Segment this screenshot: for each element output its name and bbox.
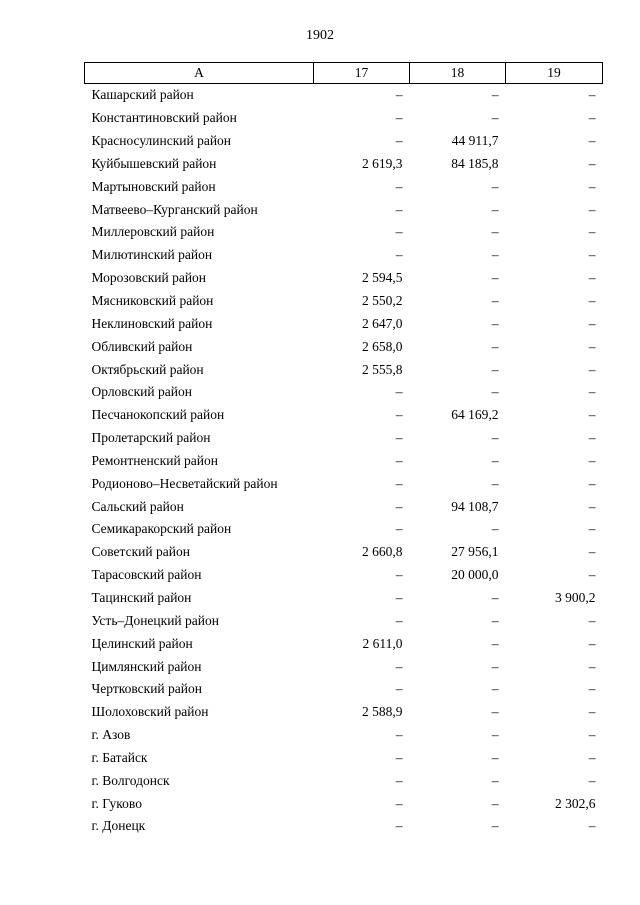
table-row (85, 312, 603, 335)
header-cell-name: А (85, 63, 314, 84)
table-row (85, 290, 603, 313)
header-cell-18: 18 (410, 63, 506, 84)
value-col-17: – (395, 178, 403, 194)
row-name-cell: Орловский район (91, 384, 192, 400)
value-col-17: 2 658,0 (362, 338, 403, 354)
value-col-19: – (588, 681, 596, 697)
value-col-17: – (395, 110, 403, 126)
row-name-cell: Октябрьский район (91, 361, 204, 377)
table-row (85, 541, 603, 564)
value-col-19: – (588, 452, 596, 468)
row-name-cell: г. Волгодонск (91, 772, 170, 788)
row-name-cell: Сальский район (91, 498, 184, 514)
row-name-cell: Чертковский район (91, 681, 202, 697)
value-col-17: – (395, 612, 403, 628)
table-row (85, 450, 603, 473)
value-col-17: – (395, 384, 403, 400)
value-col-17: 2 611,0 (362, 635, 403, 651)
row-name-cell: Тацинский район (91, 589, 192, 605)
row-name-cell: Мартыновский район (91, 178, 216, 194)
table-row (85, 84, 603, 107)
value-col-17: – (395, 772, 403, 788)
value-col-17: – (395, 224, 403, 240)
row-name-cell: Мясниковский район (91, 293, 214, 309)
table-row (85, 587, 603, 610)
row-name-cell: Песчанокопский район (91, 407, 225, 423)
value-col-19: – (588, 818, 596, 834)
row-name-cell: Пролетарский район (91, 430, 211, 446)
row-name-cell: г. Гуково (91, 795, 142, 811)
value-col-17: 2 594,5 (362, 270, 403, 286)
value-col-18: 94 108,7 (451, 498, 499, 514)
value-col-17: – (395, 407, 403, 423)
value-col-19: – (588, 704, 596, 720)
value-col-17: 2 647,0 (362, 315, 403, 331)
table-row (85, 724, 603, 747)
row-name-cell: Цимлянский район (91, 658, 202, 674)
row-name-cell: Морозовский район (91, 270, 207, 286)
table-row (85, 518, 603, 541)
row-name-cell: Миллеровский район (91, 224, 215, 240)
table-row (85, 153, 603, 176)
row-name-cell: Ремонтненский район (91, 452, 218, 468)
row-name-cell: Милютинский район (91, 247, 213, 263)
row-name-cell: Кашарский район (91, 87, 194, 103)
value-col-18: – (491, 315, 499, 331)
value-col-17: 2 660,8 (362, 544, 403, 560)
table-row (85, 244, 603, 267)
header-row (85, 63, 603, 84)
value-col-19: – (588, 315, 596, 331)
value-col-18: – (491, 338, 499, 354)
value-col-19: – (588, 475, 596, 491)
value-col-18: – (491, 681, 499, 697)
value-col-18: – (491, 727, 499, 743)
table-row (85, 609, 603, 632)
table-row (85, 335, 603, 358)
value-col-18: – (491, 452, 499, 468)
value-col-19: – (588, 772, 596, 788)
value-col-19: – (588, 201, 596, 217)
value-col-19: – (588, 384, 596, 400)
row-name-cell: Обливский район (91, 338, 193, 354)
value-col-19: 2 302,6 (555, 795, 596, 811)
value-col-18: – (491, 270, 499, 286)
value-col-19: – (588, 567, 596, 583)
value-col-17: 2 588,9 (362, 704, 403, 720)
row-name-cell: Семикаракорский район (91, 521, 232, 537)
table-row (85, 769, 603, 792)
row-name-cell: Красносулинский район (91, 133, 232, 149)
table-row (85, 175, 603, 198)
value-col-17: 2 555,8 (362, 361, 403, 377)
row-name-cell: Матвеево–Курганский район (91, 201, 258, 217)
table-row (85, 427, 603, 450)
value-col-17: – (395, 87, 403, 103)
value-col-18: 84 185,8 (451, 155, 499, 171)
value-col-18: – (491, 704, 499, 720)
value-col-19: – (588, 612, 596, 628)
value-col-19: – (588, 224, 596, 240)
value-col-18: – (491, 384, 499, 400)
value-col-19: – (588, 87, 596, 103)
value-col-18: 20 000,0 (451, 567, 499, 583)
value-col-18: – (491, 110, 499, 126)
value-col-19: – (588, 749, 596, 765)
value-col-18: – (491, 87, 499, 103)
row-name-cell: Усть–Донецкий район (91, 612, 219, 628)
value-col-17: 2 550,2 (362, 293, 403, 309)
value-col-18: – (491, 475, 499, 491)
row-name-cell: Константиновский район (91, 110, 237, 126)
table-row (85, 130, 603, 153)
value-col-19: – (588, 270, 596, 286)
value-col-18: – (491, 612, 499, 628)
table-row (85, 358, 603, 381)
table-row (85, 495, 603, 518)
row-name-cell: Родионово–Несветайский район (91, 475, 278, 491)
value-col-18: – (491, 293, 499, 309)
row-name-cell: Неклиновский район (91, 315, 213, 331)
value-col-17: – (395, 430, 403, 446)
value-col-18: – (491, 178, 499, 194)
value-col-19: – (588, 133, 596, 149)
page-number: 1902 (306, 28, 334, 43)
table-body (85, 84, 603, 838)
value-col-17: – (395, 749, 403, 765)
value-col-19: – (588, 407, 596, 423)
value-col-19: – (588, 521, 596, 537)
table-header (85, 63, 603, 84)
table-row (85, 267, 603, 290)
data-table (84, 62, 603, 838)
table-row (85, 655, 603, 678)
value-col-17: – (395, 567, 403, 583)
value-col-19: – (588, 430, 596, 446)
value-col-17: – (395, 133, 403, 149)
value-col-18: – (491, 430, 499, 446)
value-col-18: – (491, 749, 499, 765)
value-col-18: 64 169,2 (451, 407, 499, 423)
table-row (85, 678, 603, 701)
value-col-19: – (588, 338, 596, 354)
table-row (85, 381, 603, 404)
row-name-cell: Тарасовский район (91, 567, 202, 583)
row-name-cell: г. Донецк (91, 818, 146, 834)
table-row (85, 701, 603, 724)
value-col-19: – (588, 544, 596, 560)
value-col-19: – (588, 178, 596, 194)
table-row (85, 792, 603, 815)
table-row (85, 632, 603, 655)
table-row (85, 746, 603, 769)
value-col-19: – (588, 498, 596, 514)
value-col-18: – (491, 201, 499, 217)
value-col-18: – (491, 521, 499, 537)
value-col-17: – (395, 727, 403, 743)
value-col-19: – (588, 110, 596, 126)
table-row (85, 107, 603, 130)
value-col-19: – (588, 293, 596, 309)
row-name-cell: г. Батайск (91, 749, 148, 765)
value-col-17: – (395, 818, 403, 834)
table-row (85, 221, 603, 244)
value-col-17: – (395, 201, 403, 217)
header-cell-19: 19 (506, 63, 603, 84)
value-col-18: – (491, 589, 499, 605)
value-col-19: – (588, 247, 596, 263)
value-col-19: – (588, 155, 596, 171)
value-col-18: – (491, 635, 499, 651)
value-col-17: 2 619,3 (362, 155, 403, 171)
header-cell-17: 17 (314, 63, 410, 84)
value-col-18: – (491, 658, 499, 674)
value-col-18: – (491, 772, 499, 788)
row-name-cell: Советский район (91, 544, 190, 560)
row-name-cell: Шолоховский район (91, 704, 209, 720)
value-col-19: – (588, 635, 596, 651)
table-row (85, 472, 603, 495)
value-col-17: – (395, 681, 403, 697)
value-col-17: – (395, 475, 403, 491)
row-name-cell: Целинский район (91, 635, 193, 651)
value-col-17: – (395, 498, 403, 514)
table-row (85, 404, 603, 427)
value-col-17: – (395, 795, 403, 811)
table-row (85, 198, 603, 221)
value-col-17: – (395, 658, 403, 674)
value-col-19: 3 900,2 (555, 589, 596, 605)
value-col-18: – (491, 224, 499, 240)
value-col-19: – (588, 727, 596, 743)
value-col-18: – (491, 247, 499, 263)
value-col-19: – (588, 361, 596, 377)
table-row (85, 564, 603, 587)
value-col-18: – (491, 361, 499, 377)
row-name-cell: Куйбышевский район (91, 155, 217, 171)
value-col-19: – (588, 658, 596, 674)
value-col-18: – (491, 818, 499, 834)
value-col-18: 27 956,1 (451, 544, 499, 560)
value-col-17: – (395, 452, 403, 468)
value-col-18: 44 911,7 (451, 133, 499, 149)
value-col-18: – (491, 795, 499, 811)
table-row (85, 815, 603, 838)
value-col-17: – (395, 589, 403, 605)
value-col-17: – (395, 247, 403, 263)
value-col-17: – (395, 521, 403, 537)
row-name-cell: г. Азов (91, 727, 131, 743)
